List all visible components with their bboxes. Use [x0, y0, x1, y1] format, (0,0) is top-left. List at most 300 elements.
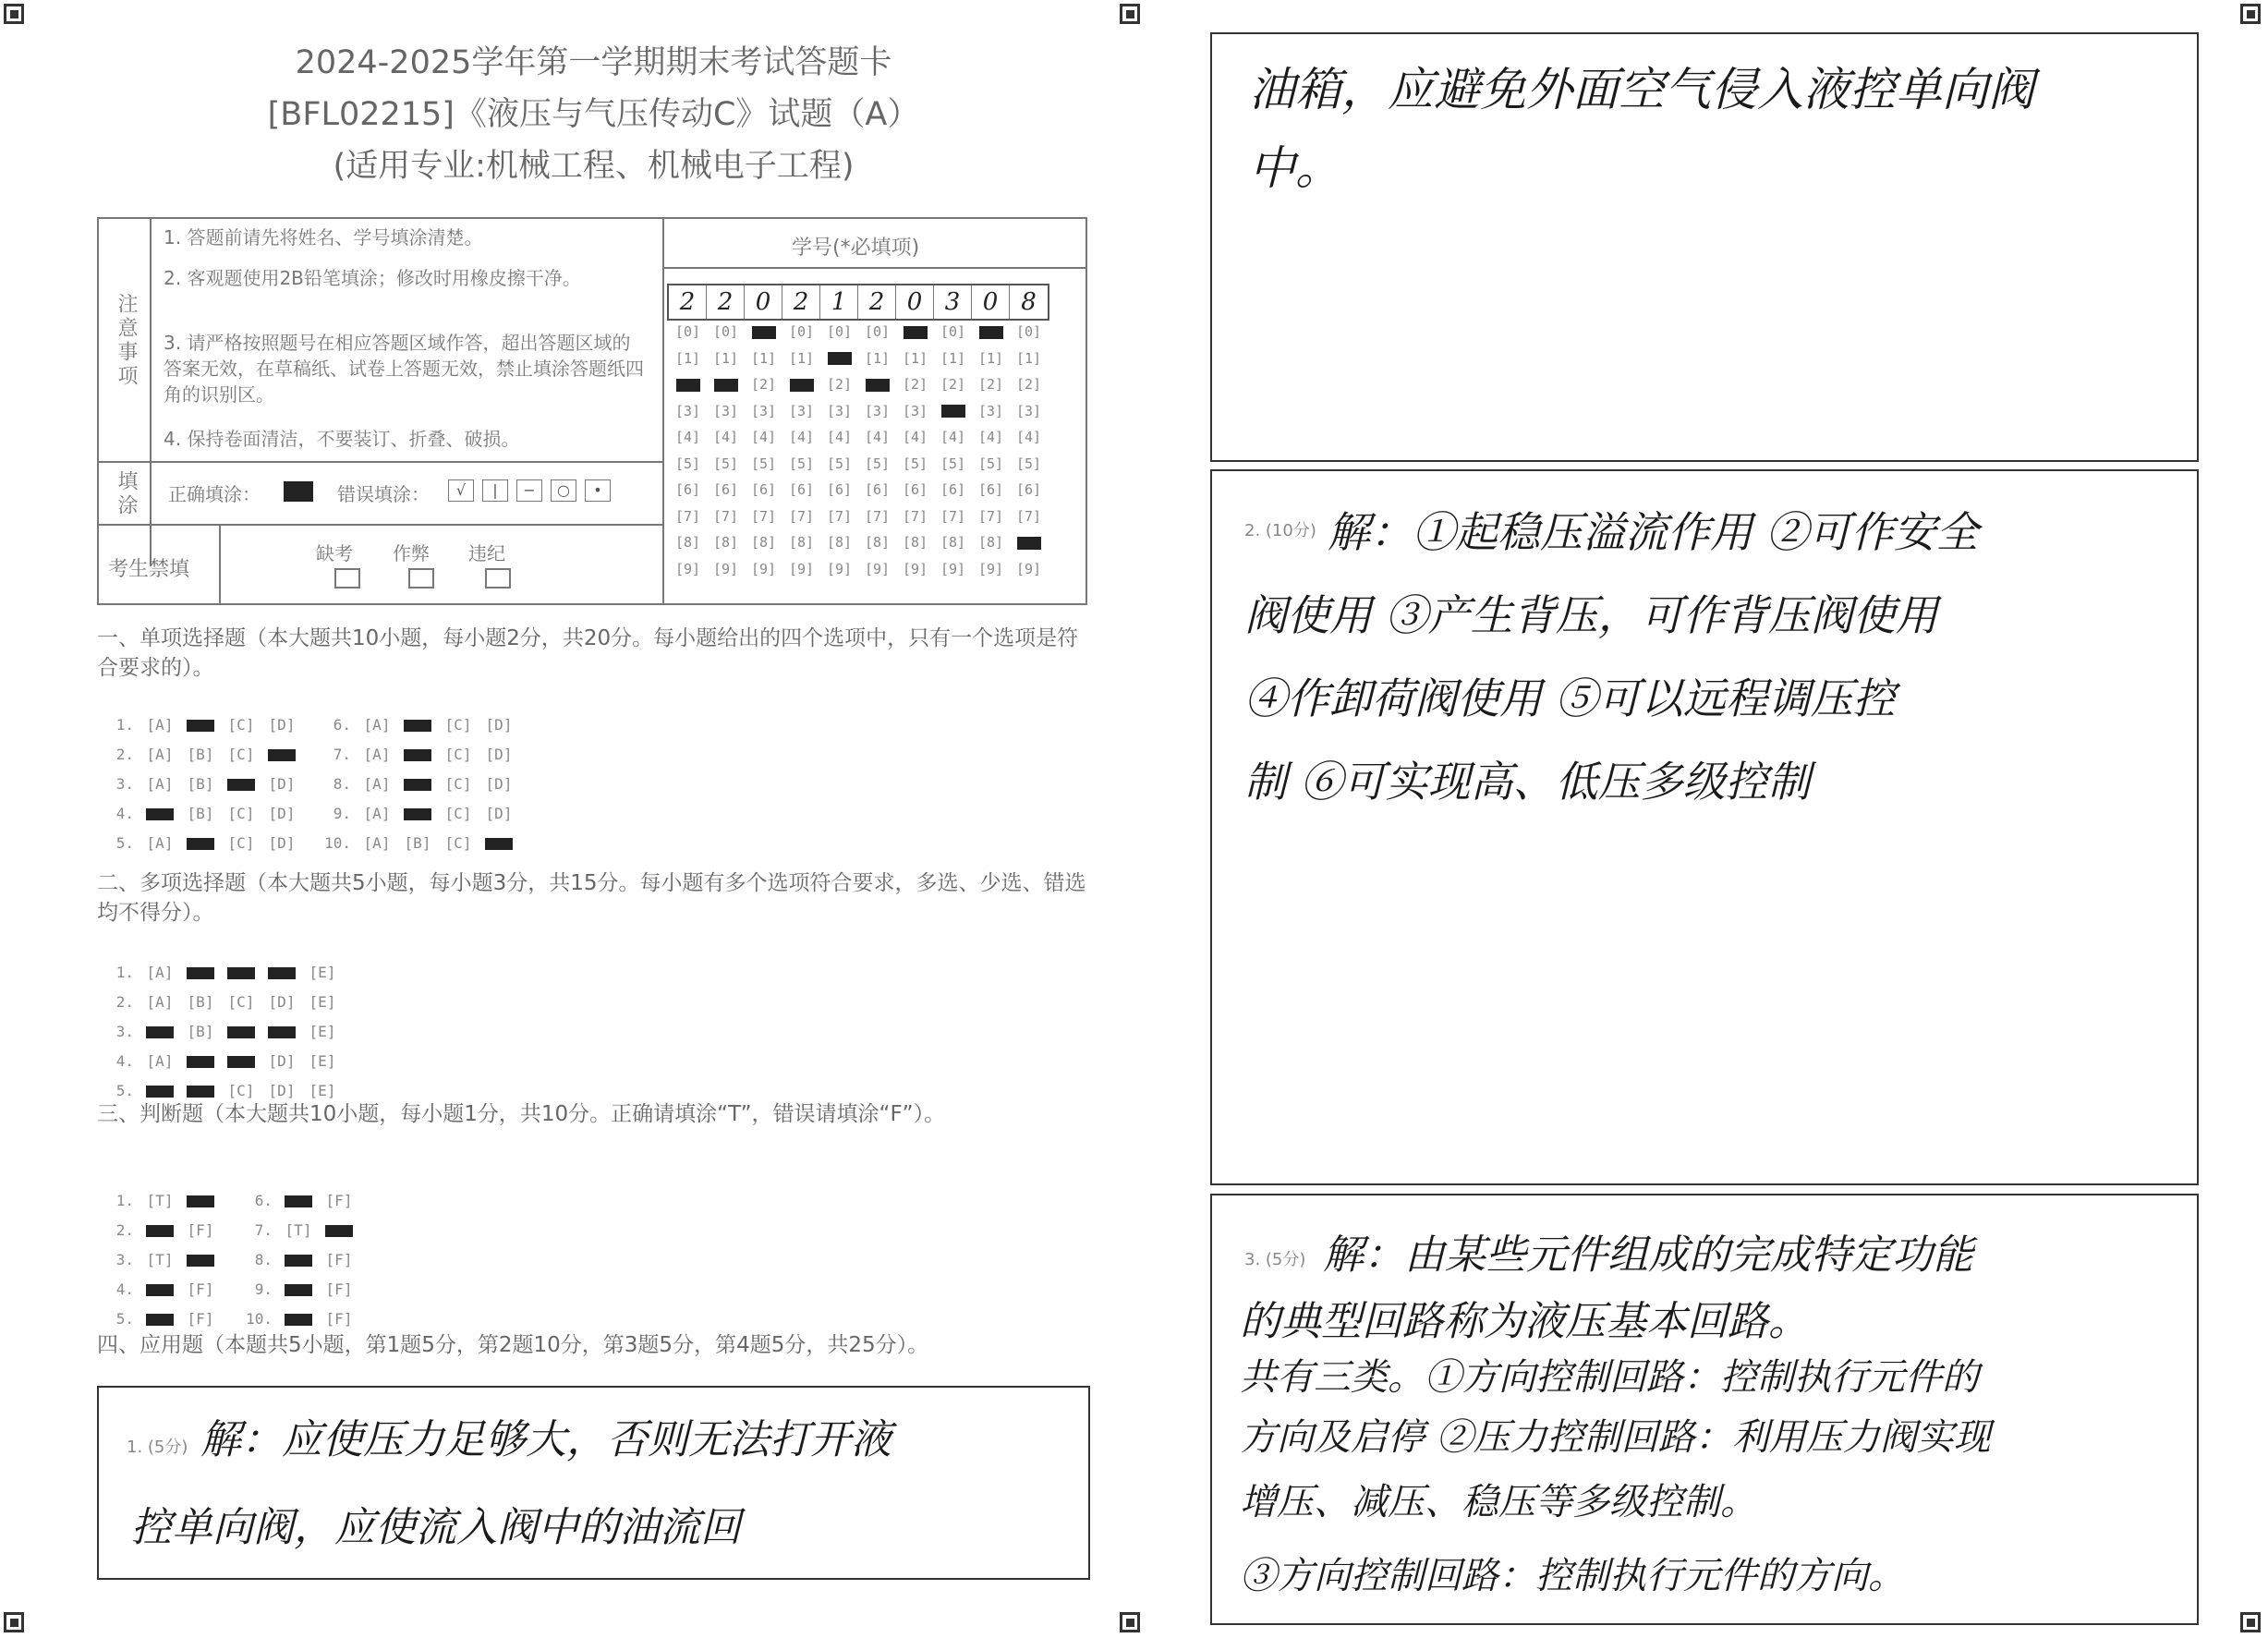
- option-bubble-t[interactable]: [278, 1280, 319, 1298]
- wrong-fill-label: 错误填涂：: [337, 483, 430, 505]
- option-bubble-c[interactable]: [C]: [227, 716, 255, 734]
- id-bubble[interactable]: [8]: [940, 534, 966, 551]
- option-bubble-d[interactable]: [D]: [268, 1052, 296, 1070]
- info-panel: [97, 217, 1087, 605]
- id-bubble[interactable]: [7]: [788, 507, 815, 525]
- option-bubble-a[interactable]: [A]: [363, 834, 391, 852]
- q1-cont-line1: 油箱，应避免外面空气侵入液控单向阀: [1249, 63, 2034, 116]
- correct-fill-label: 正确填涂：: [168, 483, 261, 505]
- absent-label: 缺考: [316, 542, 353, 564]
- question-number: 8.: [333, 775, 351, 793]
- option-bubble-t[interactable]: [139, 1280, 180, 1298]
- q1-answer-line1: 解：应使压力足够大，否则无法打开液: [200, 1416, 891, 1463]
- id-bubble[interactable]: [934, 398, 972, 425]
- id-bubble[interactable]: [0]: [1015, 323, 1042, 340]
- option-bubble-b[interactable]: [180, 1082, 221, 1099]
- id-bubble[interactable]: [9]: [712, 560, 739, 577]
- q3-answer-line2: 的典型回路称为液压基本回路。: [1240, 1298, 1809, 1345]
- id-bubble[interactable]: [1]: [902, 349, 928, 367]
- id-bubble[interactable]: [896, 319, 934, 346]
- option-bubble-c[interactable]: [C]: [444, 746, 472, 763]
- corner-marker-bottom-right: [2240, 1612, 2261, 1632]
- id-bubble[interactable]: [6]: [826, 481, 853, 498]
- student-id-digit[interactable]: 2: [669, 285, 707, 319]
- id-bubble[interactable]: [4]: [788, 429, 815, 445]
- id-bubble[interactable]: [3]: [1015, 402, 1042, 419]
- id-bubble[interactable]: [6]: [788, 481, 815, 498]
- option-bubble-d[interactable]: [D]: [268, 716, 296, 734]
- question-number: 2.: [115, 1221, 134, 1239]
- id-bubble[interactable]: [8]: [674, 534, 701, 551]
- q2-answer-line4: 制 ⑥可实现高、低压多级控制: [1244, 757, 1811, 807]
- corner-marker-top-right: [2240, 4, 2261, 24]
- id-bubble[interactable]: [0]: [788, 323, 815, 340]
- id-bubble[interactable]: [4]: [1015, 429, 1042, 445]
- id-bubble[interactable]: [858, 371, 896, 398]
- id-bubble[interactable]: [8]: [826, 534, 853, 551]
- id-bubble[interactable]: [972, 319, 1010, 346]
- id-bubble[interactable]: [1]: [788, 349, 815, 367]
- option-bubble-a[interactable]: [139, 1023, 180, 1040]
- option-bubble-c[interactable]: [221, 775, 261, 793]
- id-bubble[interactable]: [2]: [750, 376, 777, 393]
- option-bubble-b[interactable]: [180, 716, 221, 734]
- option-bubble-f[interactable]: [180, 1192, 221, 1209]
- id-bubble[interactable]: [2]: [977, 376, 1004, 393]
- single-choice-question-row: [314, 716, 519, 734]
- option-bubble-f[interactable]: [319, 1221, 359, 1239]
- option-bubble-b[interactable]: [B]: [187, 1023, 214, 1040]
- student-id-column: [669, 319, 707, 582]
- id-bubble[interactable]: [6]: [902, 481, 928, 498]
- option-bubble-d[interactable]: [D]: [268, 834, 296, 852]
- question-number: 1.: [115, 1192, 134, 1209]
- exam-title-line1: 2024-2025学年第一学期期末考试答题卡: [295, 44, 892, 81]
- student-id-column: [820, 319, 858, 582]
- single-choice-question-row: [97, 716, 302, 734]
- multi-choice-question-row: [97, 993, 343, 1011]
- option-bubble-b[interactable]: [397, 746, 438, 763]
- option-bubble-c[interactable]: [221, 1052, 261, 1070]
- id-bubble[interactable]: [5]: [826, 455, 853, 472]
- id-bubble[interactable]: [4]: [940, 429, 966, 445]
- corner-marker-top-center: [1120, 4, 1140, 24]
- option-bubble-c[interactable]: [C]: [227, 834, 255, 852]
- id-bubble[interactable]: [9]: [750, 560, 777, 577]
- true-false-question-row: [97, 1310, 221, 1328]
- id-bubble[interactable]: [2]: [826, 376, 853, 393]
- id-bubble[interactable]: [5]: [788, 455, 815, 472]
- id-bubble[interactable]: [1]: [712, 349, 739, 367]
- option-bubble-d[interactable]: [D]: [485, 716, 513, 734]
- id-bubble[interactable]: [8]: [788, 534, 815, 551]
- id-bubble[interactable]: [3]: [712, 402, 739, 419]
- option-bubble-e[interactable]: [E]: [309, 1082, 336, 1099]
- multi-choice-question-row: [97, 1023, 343, 1040]
- id-bubble[interactable]: [4]: [977, 429, 1004, 445]
- student-id-digit[interactable]: 1: [820, 285, 858, 319]
- student-id-digit[interactable]: 2: [707, 285, 745, 319]
- question-number: 4.: [115, 1280, 134, 1298]
- multi-choice-question-row: [97, 1082, 343, 1099]
- section3-heading: 三、判断题（本大题共10小题，每小题1分，共10分。正确请填涂“T”，错误请填涂“F”）。: [97, 1102, 946, 1126]
- section4-heading: 四、应用题（本题共5小题，第1题5分，第2题10分，第3题5分，第4题5分，共25分）。: [97, 1333, 929, 1357]
- option-bubble-e[interactable]: [E]: [309, 964, 336, 981]
- single-choice-question-row: [314, 834, 519, 852]
- id-bubble[interactable]: [1]: [750, 349, 777, 367]
- option-bubble-t[interactable]: [278, 1251, 319, 1268]
- question-number: 10.: [324, 834, 351, 852]
- id-bubble[interactable]: [6]: [750, 481, 777, 498]
- id-bubble[interactable]: [3]: [826, 402, 853, 419]
- option-bubble-b[interactable]: [B]: [187, 993, 214, 1011]
- question-number: 6.: [333, 716, 351, 734]
- question-number: 6.: [254, 1192, 273, 1209]
- id-bubble[interactable]: [707, 371, 745, 398]
- section1-heading: 一、单项选择题（本大题共10小题，每小题2分，共20分。每小题给出的四个选项中，只有一个选项是符合要求的）。: [97, 626, 1079, 680]
- q3-number: 3. (5分): [1244, 1250, 1306, 1269]
- question-number: 10.: [246, 1310, 273, 1328]
- option-bubble-f[interactable]: [F]: [187, 1280, 214, 1298]
- id-bubble[interactable]: [8]: [712, 534, 739, 551]
- q3-answer-line5: 增压、减压、稳压等多级控制。: [1240, 1481, 1757, 1523]
- option-bubble-b[interactable]: [180, 964, 221, 981]
- id-bubble[interactable]: [0]: [674, 323, 701, 340]
- option-bubble-b[interactable]: [B]: [187, 805, 214, 822]
- exam-title-line2: [BFL02215]《液压与气压传动C》试题（A）: [267, 96, 920, 133]
- q3-answer-line1: 解：由某些元件组成的完成特定功能: [1323, 1232, 1973, 1279]
- option-bubble-c[interactable]: [C]: [444, 834, 472, 852]
- id-bubble[interactable]: [9]: [940, 560, 966, 577]
- single-choice-question-row: [314, 746, 519, 763]
- id-bubble[interactable]: [9]: [902, 560, 928, 577]
- multi-choice-question-row: [97, 1052, 343, 1070]
- option-bubble-f[interactable]: [F]: [187, 1310, 214, 1328]
- id-bubble[interactable]: [0]: [864, 323, 891, 340]
- notice-label: 注意事项: [115, 293, 138, 389]
- examiner-label: 考生禁填: [108, 558, 190, 581]
- student-id-boxes[interactable]: [667, 284, 1049, 321]
- id-bubble[interactable]: [7]: [864, 507, 891, 525]
- id-bubble[interactable]: [4]: [674, 429, 701, 445]
- corner-marker-bottom-center: [1120, 1612, 1140, 1632]
- id-bubble[interactable]: [1]: [674, 349, 701, 367]
- cheat-label: 作弊: [393, 542, 430, 564]
- option-bubble-b[interactable]: [180, 1052, 221, 1070]
- answer-box-q1: [97, 1386, 1090, 1580]
- id-bubble[interactable]: [4]: [864, 429, 891, 445]
- violation-checkbox[interactable]: [485, 568, 511, 588]
- id-bubble[interactable]: [6]: [674, 481, 701, 498]
- option-bubble-c[interactable]: [C]: [444, 805, 472, 822]
- notice-item-2: 2. 客观题使用2B铅笔填涂；修改时用橡皮擦干净。: [164, 267, 581, 289]
- wrong-fill-mark: ○: [551, 479, 576, 502]
- option-bubble-c[interactable]: [C]: [227, 746, 255, 763]
- id-bubble[interactable]: [7]: [674, 507, 701, 525]
- q3-answer-line4: 方向及启停 ②压力控制回路：利用压力阀实现: [1240, 1416, 1991, 1459]
- id-bubble[interactable]: [1]: [977, 349, 1004, 367]
- single-choice-question-row: [97, 746, 302, 763]
- id-bubble[interactable]: [8]: [977, 534, 1004, 551]
- option-bubble-d[interactable]: [D]: [268, 993, 296, 1011]
- option-bubble-a[interactable]: [A]: [146, 716, 174, 734]
- q1-cont-line2: 中。: [1249, 141, 1341, 195]
- single-choice-question-row: [97, 834, 302, 852]
- question-number: 4.: [115, 1052, 134, 1070]
- option-bubble-f[interactable]: [F]: [325, 1280, 353, 1298]
- student-id-column: [934, 319, 972, 582]
- option-bubble-d[interactable]: [261, 1023, 302, 1040]
- question-number: 7.: [254, 1221, 273, 1239]
- q3-answer-line3: 共有三类。①方向控制回路：控制执行元件的: [1240, 1356, 1979, 1399]
- option-bubble-a[interactable]: [A]: [146, 993, 174, 1011]
- id-bubble[interactable]: [6]: [712, 481, 739, 498]
- student-id-digit[interactable]: 8: [1021, 288, 1037, 316]
- id-bubble[interactable]: [7]: [977, 507, 1004, 525]
- option-bubble-f[interactable]: [F]: [325, 1310, 353, 1328]
- question-number: 7.: [333, 746, 351, 763]
- option-bubble-d[interactable]: [D]: [485, 805, 513, 822]
- wrong-fill-mark: •: [585, 479, 611, 502]
- id-bubble[interactable]: [8]: [750, 534, 777, 551]
- id-bubble[interactable]: [3]: [977, 402, 1004, 419]
- id-bubble[interactable]: [3]: [788, 402, 815, 419]
- option-bubble-c[interactable]: [221, 1023, 261, 1040]
- question-number: 3.: [115, 1023, 134, 1040]
- question-number: 9.: [254, 1280, 273, 1298]
- id-bubble[interactable]: [9]: [1015, 560, 1042, 577]
- option-bubble-f[interactable]: [F]: [187, 1221, 214, 1239]
- student-id-digit[interactable]: 0: [745, 285, 782, 319]
- option-bubble-a[interactable]: [A]: [146, 1052, 174, 1070]
- option-bubble-a[interactable]: [139, 805, 180, 822]
- id-bubble[interactable]: [9]: [826, 560, 853, 577]
- true-false-question-row: [97, 1221, 221, 1239]
- id-bubble[interactable]: [3]: [864, 402, 891, 419]
- option-bubble-e[interactable]: [E]: [309, 993, 336, 1011]
- single-choice-question-row: [314, 775, 519, 793]
- q2-answer-line2: 阀使用 ③产生背压，可作背压阀使用: [1244, 590, 1938, 640]
- fill-label: 填涂: [115, 470, 138, 518]
- id-bubble[interactable]: [3]: [674, 402, 701, 419]
- id-bubble[interactable]: [9]: [788, 560, 815, 577]
- question-number: 8.: [254, 1251, 273, 1268]
- correct-fill-sample: [284, 481, 313, 502]
- option-bubble-t[interactable]: [139, 1310, 180, 1328]
- true-false-question-row: [236, 1192, 359, 1209]
- student-id-column: [858, 319, 896, 582]
- option-bubble-a[interactable]: [A]: [363, 775, 391, 793]
- id-bubble[interactable]: [7]: [712, 507, 739, 525]
- question-number: 5.: [115, 1310, 134, 1328]
- student-id-digit[interactable]: 0: [972, 285, 1010, 319]
- option-bubble-d[interactable]: [D]: [485, 746, 513, 763]
- wrong-fill-mark: |: [482, 479, 508, 502]
- absent-checkbox[interactable]: [334, 568, 360, 588]
- id-bubble[interactable]: [0]: [826, 323, 853, 340]
- wrong-fill-mark: −: [516, 479, 542, 502]
- answer-box-q3: [1210, 1194, 2199, 1625]
- option-bubble-t[interactable]: [T]: [146, 1251, 174, 1268]
- option-bubble-b[interactable]: [180, 834, 221, 852]
- option-bubble-b[interactable]: [B]: [187, 775, 214, 793]
- option-bubble-c[interactable]: [221, 964, 261, 981]
- id-bubble[interactable]: [4]: [712, 429, 739, 445]
- option-bubble-d[interactable]: [D]: [485, 775, 513, 793]
- option-bubble-f[interactable]: [180, 1251, 221, 1268]
- id-bubble[interactable]: [0]: [940, 323, 966, 340]
- id-bubble[interactable]: [5]: [940, 455, 966, 472]
- id-bubble[interactable]: [5]: [977, 455, 1004, 472]
- notice-item-1: 1. 答题前请先将姓名、学号填涂清楚。: [164, 226, 483, 249]
- notice-item-3: 3. 请严格按照题号在相应答题区域作答，超出答题区域的答案无效，在草稿纸、试卷上答题无效，禁止填涂答题纸四角的识别区。: [164, 332, 644, 406]
- option-bubble-e[interactable]: [E]: [309, 1052, 336, 1070]
- option-bubble-c[interactable]: [C]: [227, 1082, 255, 1099]
- id-bubble[interactable]: [5]: [674, 455, 701, 472]
- question-number: 9.: [333, 805, 351, 822]
- student-id-digit[interactable]: 3: [934, 285, 972, 319]
- id-bubble[interactable]: [745, 319, 782, 346]
- id-bubble[interactable]: [2]: [902, 376, 928, 393]
- option-bubble-b[interactable]: [B]: [404, 834, 431, 852]
- option-bubble-a[interactable]: [139, 1082, 180, 1099]
- option-bubble-b[interactable]: [397, 775, 438, 793]
- id-bubble[interactable]: [6]: [864, 481, 891, 498]
- true-false-question-row: [236, 1310, 359, 1328]
- id-bubble[interactable]: [9]: [674, 560, 701, 577]
- option-bubble-f[interactable]: [F]: [325, 1251, 353, 1268]
- true-false-question-row: [97, 1280, 221, 1298]
- id-bubble[interactable]: [5]: [864, 455, 891, 472]
- option-bubble-a[interactable]: [A]: [146, 964, 174, 981]
- id-bubble[interactable]: [6]: [940, 481, 966, 498]
- id-bubble[interactable]: [7]: [826, 507, 853, 525]
- id-bubble[interactable]: [7]: [1015, 507, 1042, 525]
- option-bubble-t[interactable]: [278, 1310, 319, 1328]
- option-bubble-a[interactable]: [A]: [146, 775, 174, 793]
- option-bubble-a[interactable]: [A]: [363, 716, 391, 734]
- q1-answer-line2: 控单向阀，应使流入阀中的油流回: [131, 1504, 741, 1551]
- id-bubble[interactable]: [669, 371, 707, 398]
- option-bubble-t[interactable]: [T]: [285, 1221, 312, 1239]
- id-bubble[interactable]: [3]: [750, 402, 777, 419]
- q2-number: 2. (10分): [1244, 521, 1316, 540]
- option-bubble-c[interactable]: [C]: [444, 716, 472, 734]
- id-bubble[interactable]: [7]: [940, 507, 966, 525]
- id-bubble[interactable]: [2]: [940, 376, 966, 393]
- id-bubble[interactable]: [6]: [977, 481, 1004, 498]
- question-number: 1.: [115, 716, 134, 734]
- section2-heading: 二、多项选择题（本大题共5小题，每小题3分，共15分。每小题有多个选项符合要求，多选、少选、错选均不得分）。: [97, 871, 1086, 925]
- id-bubble[interactable]: [7]: [750, 507, 777, 525]
- option-bubble-d[interactable]: [261, 964, 302, 981]
- option-bubble-d[interactable]: [D]: [268, 775, 296, 793]
- student-id-column: [972, 319, 1010, 582]
- option-bubble-f[interactable]: [F]: [325, 1192, 353, 1209]
- q2-answer-line3: ④作卸荷阀使用 ⑤可以远程调压控: [1244, 673, 1896, 723]
- answer-box-q1-continued: [1210, 32, 2199, 462]
- id-bubble[interactable]: [782, 371, 820, 398]
- id-bubble[interactable]: [7]: [902, 507, 928, 525]
- option-bubble-d[interactable]: [261, 746, 302, 763]
- single-choice-question-row: [97, 805, 302, 822]
- multi-choice-question-row: [97, 964, 343, 981]
- id-bubble[interactable]: [820, 346, 858, 372]
- option-bubble-c[interactable]: [C]: [227, 805, 255, 822]
- q3-answer-line6: ③方向控制回路：控制执行元件的方向。: [1240, 1555, 1905, 1597]
- option-bubble-b[interactable]: [397, 805, 438, 822]
- single-choice-question-row: [314, 805, 519, 822]
- question-number: 5.: [115, 1082, 134, 1099]
- cheat-checkbox[interactable]: [408, 568, 434, 588]
- id-bubble[interactable]: [4]: [750, 429, 777, 445]
- option-bubble-d[interactable]: [D]: [268, 1082, 296, 1099]
- id-bubble[interactable]: [5]: [750, 455, 777, 472]
- option-bubble-t[interactable]: [139, 1221, 180, 1239]
- id-bubble[interactable]: [1010, 529, 1048, 556]
- id-bubble[interactable]: [4]: [902, 429, 928, 445]
- q1-number: 1. (5分): [127, 1438, 188, 1457]
- option-bubble-d[interactable]: [D]: [268, 805, 296, 822]
- id-bubble[interactable]: [8]: [864, 534, 891, 551]
- true-false-question-row: [236, 1221, 359, 1239]
- id-bubble[interactable]: [0]: [712, 323, 739, 340]
- wrong-fill-samples: [448, 479, 611, 502]
- student-id-digit[interactable]: 2: [858, 285, 896, 319]
- id-bubble[interactable]: [5]: [1015, 455, 1042, 472]
- notice-item-4: 4. 保持卷面清洁，不要装订、折叠、破损。: [164, 428, 520, 450]
- option-bubble-t[interactable]: [T]: [146, 1192, 174, 1209]
- id-bubble[interactable]: [5]: [902, 455, 928, 472]
- id-bubble[interactable]: [5]: [712, 455, 739, 472]
- true-false-question-row: [236, 1251, 359, 1268]
- id-bubble[interactable]: [1]: [940, 349, 966, 367]
- id-bubble[interactable]: [8]: [902, 534, 928, 551]
- option-bubble-d[interactable]: [479, 834, 519, 852]
- student-id-label: 学号(*必填项): [792, 237, 920, 260]
- question-number: 4.: [115, 805, 134, 822]
- id-bubble[interactable]: [2]: [1015, 376, 1042, 393]
- id-bubble[interactable]: [4]: [826, 429, 853, 445]
- true-false-question-row: [236, 1280, 359, 1298]
- option-bubble-a[interactable]: [A]: [146, 746, 174, 763]
- true-false-question-row: [97, 1251, 221, 1268]
- question-number: 1.: [115, 964, 134, 981]
- student-id-digit[interactable]: 0: [896, 285, 934, 319]
- id-bubble[interactable]: [9]: [977, 560, 1004, 577]
- student-id-column: [782, 319, 820, 582]
- option-bubble-b[interactable]: [B]: [187, 746, 214, 763]
- option-bubble-a[interactable]: [A]: [363, 746, 391, 763]
- question-number: 2.: [115, 993, 134, 1011]
- option-bubble-e[interactable]: [E]: [309, 1023, 336, 1040]
- question-number: 3.: [115, 775, 134, 793]
- wrong-fill-mark: √: [448, 479, 474, 502]
- option-bubble-c[interactable]: [C]: [227, 993, 255, 1011]
- id-bubble[interactable]: [9]: [864, 560, 891, 577]
- id-bubble[interactable]: [1]: [864, 349, 891, 367]
- id-bubble[interactable]: [1]: [1015, 349, 1042, 367]
- answer-box-q2: [1210, 469, 2199, 1185]
- id-bubble[interactable]: [6]: [1015, 481, 1042, 498]
- option-bubble-a[interactable]: [A]: [363, 805, 391, 822]
- student-id-digit[interactable]: 2: [782, 285, 820, 319]
- id-bubble[interactable]: [3]: [902, 402, 928, 419]
- option-bubble-b[interactable]: [397, 716, 438, 734]
- option-bubble-t[interactable]: [278, 1192, 319, 1209]
- option-bubble-c[interactable]: [C]: [444, 775, 472, 793]
- option-bubble-a[interactable]: [A]: [146, 834, 174, 852]
